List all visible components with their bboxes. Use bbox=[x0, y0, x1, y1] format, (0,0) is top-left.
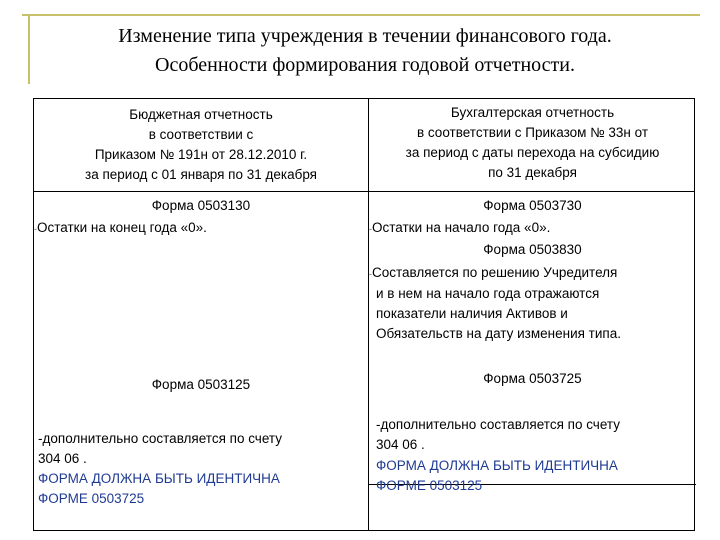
left-note bbox=[38, 429, 282, 469]
right-form-0503830-label: Форма 0503830 bbox=[483, 242, 582, 257]
left-header-line: в соответствии с bbox=[148, 127, 254, 142]
bullet-dash: - bbox=[34, 224, 37, 234]
left-identical-note bbox=[38, 469, 280, 509]
right-form-0503730-text bbox=[369, 218, 550, 239]
right-form2-line: Составляется по решению Учредителя bbox=[372, 265, 618, 280]
right-header-line: Бухгалтерская отчетность bbox=[450, 105, 615, 120]
bullet-dash: - bbox=[369, 269, 372, 279]
title-line-2: Особенности формирования годовой отчетности. bbox=[155, 54, 575, 76]
left-form-0503130-text bbox=[34, 218, 207, 239]
right-note-line: 304 06 . bbox=[376, 437, 425, 452]
right-identical-line: ФОРМЕ 0503125 bbox=[376, 478, 483, 493]
left-balance-text: Остатки на конец года «0». bbox=[37, 220, 207, 235]
left-form-0503125-label: Форма 0503125 bbox=[151, 377, 251, 392]
right-note-line: -дополнительно составляется по счету bbox=[376, 417, 620, 432]
right-form-0503725-label: Форма 0503725 bbox=[483, 371, 582, 386]
right-form-0503730-label: Форма 0503730 bbox=[483, 198, 582, 213]
right-form-0503830-text bbox=[369, 263, 621, 344]
left-identical-line: ФОРМА ДОЛЖНА БЫТЬ ИДЕНТИЧНА bbox=[38, 471, 280, 486]
slide-title bbox=[30, 22, 700, 80]
comparison-table bbox=[33, 98, 695, 531]
header-divider bbox=[34, 191, 694, 192]
left-header-line: Бюджетная отчетность bbox=[129, 107, 273, 122]
left-identical-line: ФОРМЕ 0503725 bbox=[38, 491, 145, 506]
right-form2-line: и в нем на начало года отражаются bbox=[376, 286, 600, 301]
left-header-line: Приказом № 191н от 28.12.2010 г. bbox=[94, 147, 308, 162]
right-header-line: по 31 декабря bbox=[488, 165, 577, 180]
right-identical-note bbox=[376, 456, 618, 496]
right-header-line: в соответствии с Приказом № 33н от bbox=[416, 125, 649, 140]
right-form2-line: показатели наличия Активов и bbox=[376, 306, 568, 321]
left-header bbox=[34, 105, 368, 185]
right-note bbox=[376, 415, 620, 455]
right-header bbox=[369, 103, 696, 183]
bullet-dash: - bbox=[369, 224, 372, 234]
title-line-1: Изменение типа учреждения в течении финансового года. bbox=[118, 25, 612, 47]
left-form-0503130-label: Форма 0503130 bbox=[151, 198, 251, 213]
right-form2-line: Обязательств на дату изменения типа. bbox=[376, 326, 621, 341]
left-note-line: 304 06 . bbox=[38, 451, 87, 466]
left-header-line: за период с 01 января по 31 декабря bbox=[85, 167, 317, 182]
right-balance-text: Остатки на начало года «0». bbox=[372, 220, 551, 235]
left-note-line: -дополнительно составляется по счету bbox=[38, 431, 282, 446]
accent-horizontal-line bbox=[22, 14, 700, 16]
right-header-line: за период с даты перехода на субсидию bbox=[405, 145, 660, 160]
right-identical-line: ФОРМА ДОЛЖНА БЫТЬ ИДЕНТИЧНА bbox=[376, 458, 618, 473]
